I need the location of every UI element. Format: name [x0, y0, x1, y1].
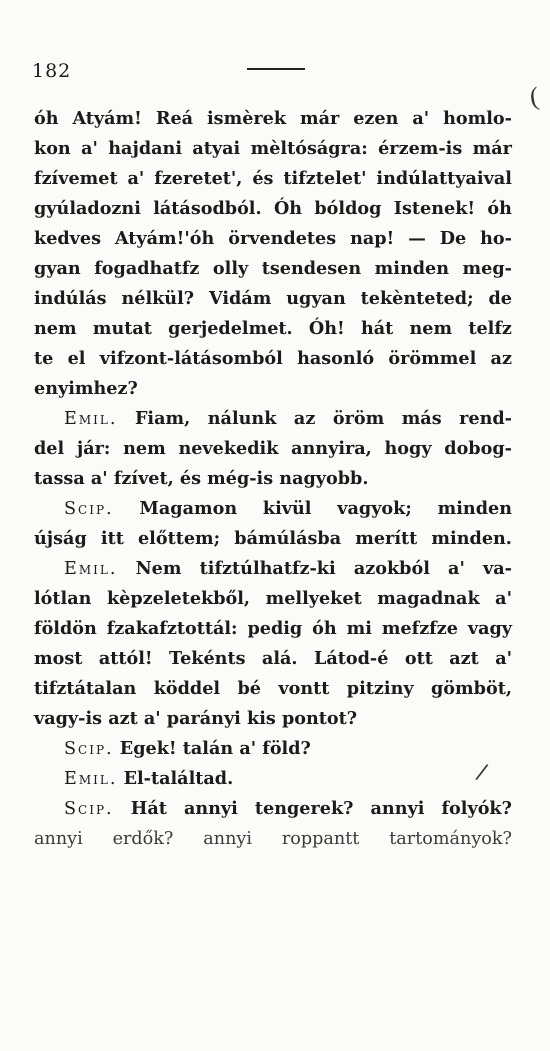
- word: vagyok;: [337, 498, 412, 519]
- text-line: [34, 704, 512, 734]
- stray-mark: /: [473, 759, 490, 786]
- word: örvendetes: [228, 228, 337, 249]
- word: újság: [34, 528, 87, 549]
- text-line: [34, 764, 512, 794]
- word: azokból: [353, 558, 430, 579]
- word: dobog-: [444, 438, 512, 459]
- text-line: [34, 494, 512, 524]
- word: atyai: [192, 138, 241, 159]
- text-line: [34, 314, 512, 344]
- word: enyimhez?: [34, 378, 138, 399]
- word: magadnak: [377, 588, 480, 609]
- word: nem: [123, 438, 166, 459]
- word: nélkül?: [121, 288, 195, 309]
- word: mutat: [92, 318, 152, 339]
- word: homlo-: [443, 108, 512, 129]
- word: fzívet,: [113, 468, 174, 489]
- word: fzeretet',: [154, 168, 243, 189]
- word: Reá: [155, 108, 194, 129]
- text-line: [34, 404, 512, 434]
- word: tassa: [34, 468, 85, 489]
- text-line: [34, 824, 512, 854]
- word: óh: [34, 108, 59, 129]
- text-line: [34, 374, 512, 404]
- word: és: [179, 468, 201, 489]
- header-rule: [247, 68, 305, 70]
- word: a': [495, 588, 512, 609]
- word: erdők?: [112, 829, 174, 849]
- word: De: [439, 228, 467, 249]
- word: pontot?: [281, 708, 358, 729]
- word: mi: [346, 618, 372, 639]
- word: roppantt: [281, 829, 360, 849]
- word: bé: [237, 678, 261, 699]
- word: Óh!: [308, 318, 345, 339]
- word: fogadhatfz: [94, 258, 200, 279]
- word: fzívemet: [34, 168, 118, 189]
- word: va-: [483, 558, 512, 579]
- word: annyi: [183, 798, 238, 819]
- text-line: [34, 674, 512, 704]
- word: del: [34, 438, 65, 459]
- margin-mark: (: [527, 81, 541, 112]
- word: alá.: [261, 648, 298, 669]
- word: minden: [437, 498, 512, 519]
- word: mèltóságra:: [250, 138, 368, 159]
- word: de: [488, 288, 512, 309]
- word: más: [401, 408, 442, 429]
- text-line: [34, 524, 512, 554]
- word: Scip.: [64, 799, 114, 819]
- word: már: [300, 108, 340, 129]
- word: nap!: [350, 228, 395, 249]
- text-line: [34, 284, 512, 314]
- word: indúlattyaival: [376, 168, 512, 189]
- word: Fiam,: [134, 408, 191, 429]
- word: Nem: [135, 558, 182, 579]
- word: kis: [247, 708, 276, 729]
- word: óh: [487, 198, 512, 219]
- word: mefzfze: [381, 618, 458, 639]
- word: hogy: [384, 438, 432, 459]
- word: itt: [100, 528, 124, 549]
- word: vontt: [278, 678, 330, 699]
- word: mellyeket: [265, 588, 362, 609]
- word: még-is: [207, 468, 274, 489]
- word: Istenek!: [393, 198, 476, 219]
- word: kivül: [262, 498, 312, 519]
- word: pitziny: [346, 678, 414, 699]
- word: örömmel: [388, 348, 477, 369]
- text-line: [34, 584, 512, 614]
- word: annyira,: [291, 438, 372, 459]
- word: tartományok?: [389, 829, 512, 849]
- word: tsendesen: [261, 258, 362, 279]
- word: nevekedik: [178, 438, 279, 459]
- word: vagy-is: [34, 708, 103, 729]
- word: a': [448, 558, 465, 579]
- word: tengerek?: [254, 798, 354, 819]
- word: Scip.: [64, 499, 114, 519]
- word: nem: [34, 318, 77, 339]
- word: látásodból.: [153, 198, 262, 219]
- word: ho-: [480, 228, 512, 249]
- word: az: [293, 408, 316, 429]
- word: most: [34, 648, 83, 669]
- word: köddel: [153, 678, 221, 699]
- text-line: [34, 254, 512, 284]
- word: Hát: [130, 798, 167, 819]
- word: érzem-is: [378, 138, 463, 159]
- word: a': [90, 468, 108, 489]
- word: annyi: [203, 829, 252, 849]
- word: —: [408, 228, 426, 249]
- word: indúlás: [34, 288, 107, 309]
- word: azt: [449, 648, 479, 669]
- word: gyan: [34, 258, 81, 279]
- word: vagy: [467, 618, 512, 639]
- word: előttem;: [137, 528, 221, 549]
- word: Tekénts: [169, 648, 246, 669]
- word: óh: [312, 618, 337, 639]
- word: nálunk: [207, 408, 277, 429]
- word: a': [239, 738, 257, 759]
- word: kedves: [34, 228, 102, 249]
- word: tifztátalan: [34, 678, 137, 699]
- word: és: [252, 168, 274, 189]
- word: fzakafztottál:: [106, 618, 238, 639]
- word: a': [412, 108, 430, 129]
- word: hasonló: [297, 348, 375, 369]
- word: talán: [182, 738, 234, 759]
- word: annyi: [34, 829, 83, 849]
- text-line: [34, 614, 512, 644]
- word: ezen: [353, 108, 399, 129]
- word: Egek!: [119, 738, 177, 759]
- word: a': [127, 168, 145, 189]
- text-line: [34, 134, 512, 164]
- word: El-találtad.: [123, 768, 234, 789]
- word: tifztúlhatfz-ki: [199, 558, 336, 579]
- word: parányi: [166, 708, 241, 729]
- word: a': [81, 138, 98, 159]
- word: a': [143, 708, 161, 729]
- text-line: [34, 164, 512, 194]
- word: vifzont-látásomból: [99, 348, 283, 369]
- word: földön: [34, 618, 97, 639]
- word: ugyan: [286, 288, 346, 309]
- text-line: [34, 194, 512, 224]
- word: bóldog: [314, 198, 382, 219]
- word: gömböt,: [431, 678, 512, 699]
- word: nagyobb.: [279, 468, 369, 489]
- word: hajdani: [108, 138, 182, 159]
- word: Magamon: [139, 498, 238, 519]
- word: Emil.: [64, 769, 118, 789]
- word: tifztelet': [283, 168, 367, 189]
- word: Látod-é: [313, 648, 389, 669]
- page-number: 182: [32, 60, 72, 82]
- word: bámúlásba: [234, 528, 342, 549]
- word: föld?: [262, 738, 311, 759]
- word: kon: [34, 138, 71, 159]
- word: rend-: [459, 408, 512, 429]
- text-line: [34, 554, 512, 584]
- text-line: [34, 434, 512, 464]
- word: hát: [360, 318, 394, 339]
- word: gerjedelmet.: [168, 318, 293, 339]
- text-line: [34, 464, 512, 494]
- word: attól!: [98, 648, 153, 669]
- text-line: [34, 644, 512, 674]
- word: már: [472, 138, 512, 159]
- word: a': [495, 648, 512, 669]
- word: Vidám: [209, 288, 272, 309]
- text-line: [34, 794, 512, 824]
- word: olly: [212, 258, 249, 279]
- word: meg-: [462, 258, 512, 279]
- word: Emil.: [64, 409, 118, 429]
- word: pedig: [247, 618, 303, 639]
- word: lótlan: [34, 588, 92, 609]
- body-text: [34, 104, 512, 854]
- word: minden.: [431, 528, 512, 549]
- word: kèpzeletekből,: [106, 588, 251, 609]
- word: te: [34, 348, 54, 369]
- text-line: [34, 224, 512, 254]
- word: nem: [409, 318, 453, 339]
- word: minden: [374, 258, 450, 279]
- word: folyók?: [441, 798, 512, 819]
- word: Atyám!'óh: [114, 228, 215, 249]
- text-line: [34, 344, 512, 374]
- text-line: [34, 104, 512, 134]
- word: telfz: [468, 318, 512, 339]
- word: jár:: [76, 438, 111, 459]
- text-line: [34, 734, 512, 764]
- word: öröm: [332, 408, 385, 429]
- word: merítt: [355, 528, 418, 549]
- word: Scip.: [64, 739, 114, 759]
- word: tekènteted;: [360, 288, 474, 309]
- word: Óh: [273, 198, 303, 219]
- word: azt: [108, 708, 138, 729]
- word: az: [490, 348, 512, 369]
- word: Atyám!: [72, 108, 142, 129]
- word: Emil.: [64, 559, 118, 579]
- word: ott: [404, 648, 433, 669]
- word: annyi: [370, 798, 425, 819]
- word: el: [67, 348, 86, 369]
- word: ismèrek: [207, 108, 287, 129]
- word: gyúladozni: [34, 198, 141, 219]
